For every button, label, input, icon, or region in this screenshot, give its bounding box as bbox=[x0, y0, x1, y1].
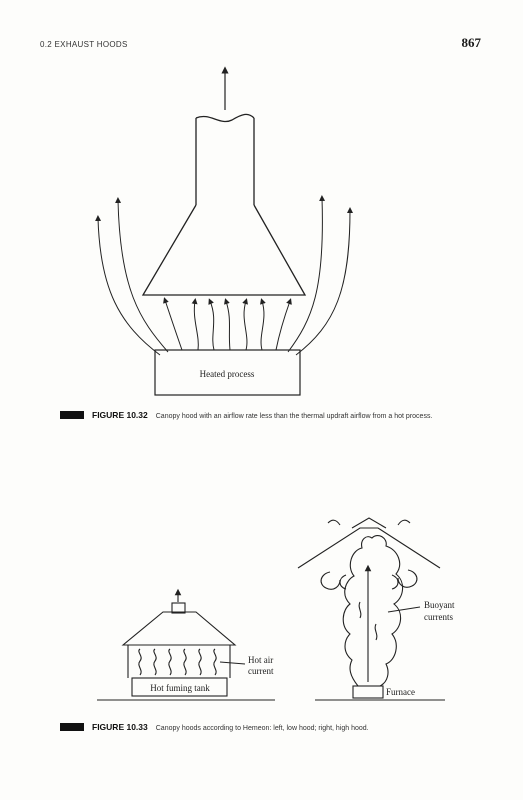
furnace-label: Furnace bbox=[386, 687, 415, 697]
figure-tag-block bbox=[60, 411, 84, 419]
figure-10-33-caption bbox=[62, 722, 482, 734]
figure-10-32-caption bbox=[62, 410, 482, 422]
running-head: 0.2 EXHAUST HOODS bbox=[40, 40, 128, 49]
hot-fuming-tank-label: Hot fuming tank bbox=[150, 683, 210, 693]
spillover-arrows bbox=[98, 198, 350, 355]
heated-process-label: Heated process bbox=[199, 369, 255, 379]
buoyant-label-2: currents bbox=[424, 612, 453, 622]
high-hood bbox=[298, 518, 445, 700]
updraft-arrows bbox=[165, 300, 290, 350]
figure-10-33-text: Canopy hoods according to Hemeon: left, low hood; right, high hood. bbox=[155, 725, 369, 732]
hot-air-label-1: Hot air bbox=[248, 655, 274, 665]
figure-tag-block bbox=[60, 723, 84, 731]
hot-air-label-2: current bbox=[248, 666, 274, 676]
buoyant-label-1: Buoyant bbox=[424, 600, 455, 610]
figure-10-33-diagram bbox=[0, 490, 523, 715]
figure-10-32-text: Canopy hood with an airflow rate less than the thermal updraft airflow from a hot process. bbox=[155, 413, 433, 420]
page-number: 867 bbox=[461, 35, 481, 50]
figure-10-32-label: FIGURE 10.32 bbox=[92, 410, 148, 420]
figure-10-33-label: FIGURE 10.33 bbox=[92, 722, 148, 732]
canopy-hood bbox=[143, 114, 305, 295]
